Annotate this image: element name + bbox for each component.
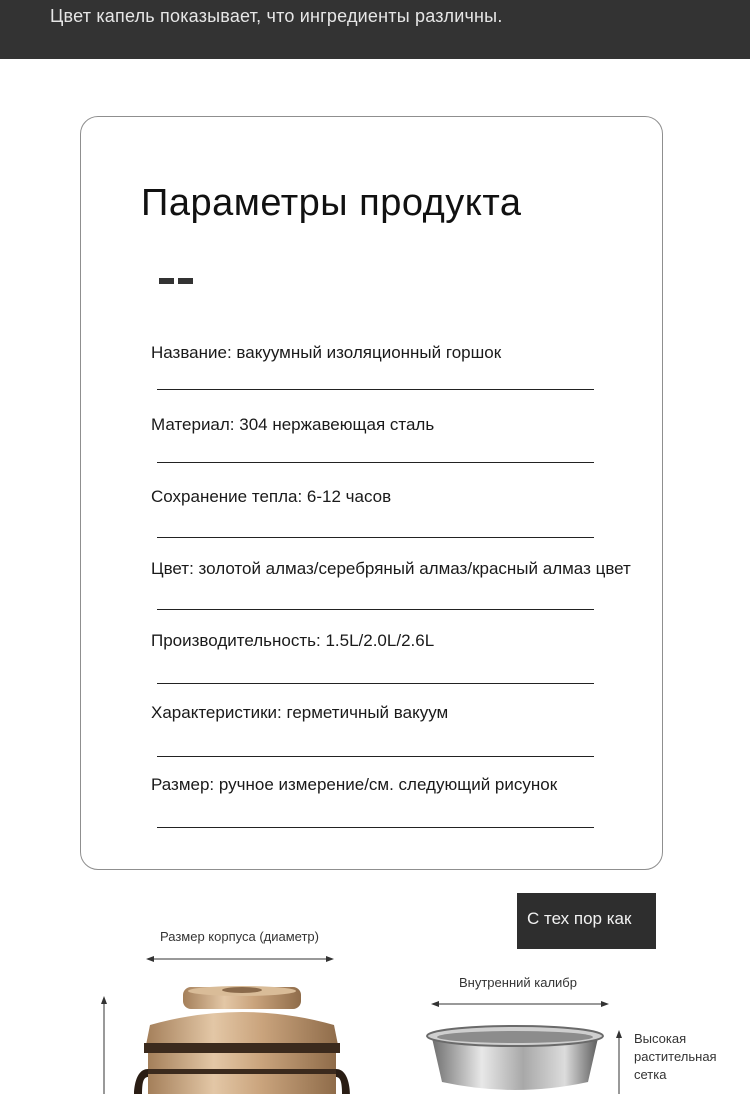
body-diameter-arrow: [146, 956, 334, 962]
side-label-line-3: сетка: [634, 1067, 667, 1082]
side-label-line-1: Высокая: [634, 1031, 687, 1046]
spec-row-features: Характеристики: герметичный вакуум: [151, 703, 449, 722]
spec-row-material: Материал: 304 нержавеющая сталь: [151, 415, 435, 434]
spec-row-color: Цвет: золотой алмаз/серебряный алмаз/красный алмаз цвет: [151, 559, 631, 578]
spec-row-size: Размер: ручное измерение/см. следующий рисунок: [151, 775, 558, 794]
side-label-line-2: растительная: [634, 1049, 717, 1064]
inner-caliber-arrow: [431, 1001, 609, 1007]
spec-row-heat-retention: Сохранение тепла: 6-12 часов: [151, 487, 392, 506]
since-badge: С тех пор как: [517, 893, 656, 949]
spec-row-name: Название: вакуумный изоляционный горшок: [151, 343, 502, 362]
page-title: Параметры продукта: [141, 182, 522, 224]
vacuum-pot-illustration: [130, 985, 360, 1094]
banner-caption: Цвет капель показывает, что ингредиенты различны.: [50, 6, 503, 26]
body-size-label: Размер корпуса (диаметр): [160, 929, 319, 944]
inner-caliber-label: Внутренний калибр: [459, 975, 577, 990]
steamer-insert-illustration: [420, 1018, 610, 1094]
height-arrow: [101, 996, 107, 1094]
spec-row-capacity: Производительность: 1.5L/2.0L/2.6L: [151, 631, 435, 650]
steamer-height-arrow: [616, 1030, 622, 1094]
